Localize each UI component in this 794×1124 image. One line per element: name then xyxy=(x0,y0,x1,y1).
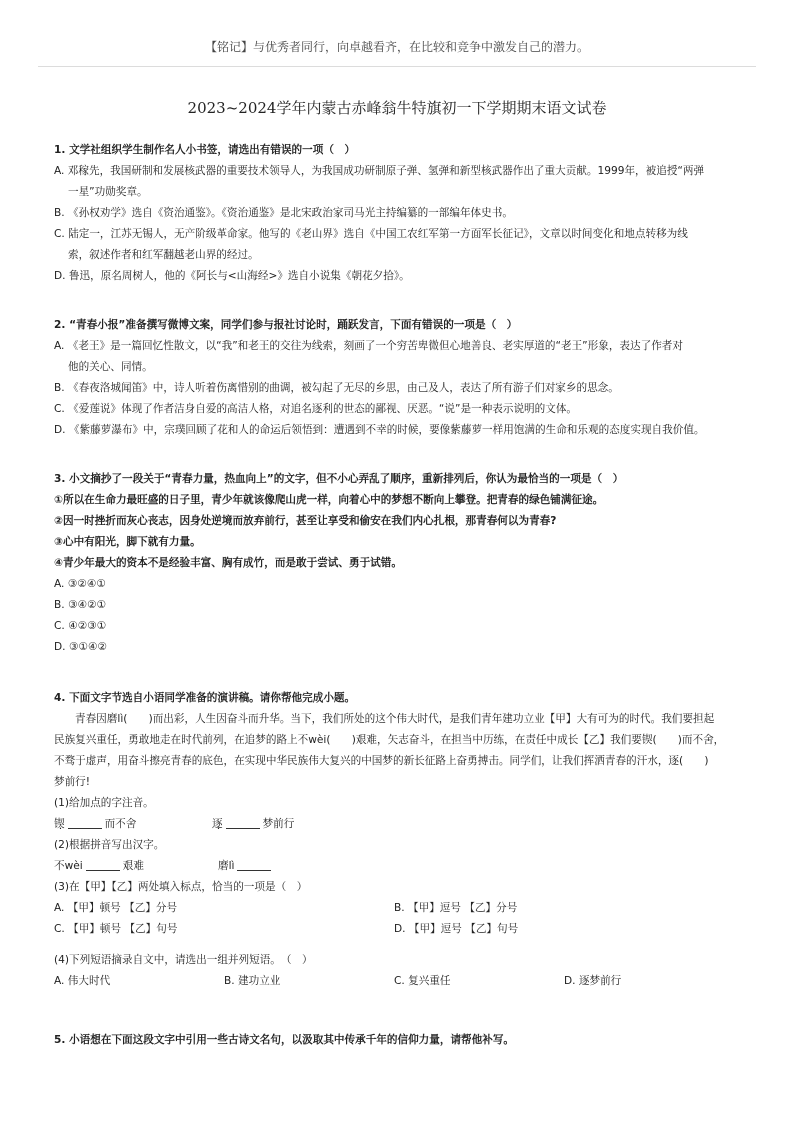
subquestion-3-options-row-2 xyxy=(54,919,744,940)
answer-blank[interactable] xyxy=(237,858,271,871)
option-d: D. ③①④② xyxy=(54,641,107,653)
question-stem: 2. “青春小报”准备撰写微博文案，同学们参与报社讨论时，踊跃发言，下面有错误的一项是（ ） xyxy=(54,319,518,331)
option-a: A. 伟大时代 xyxy=(54,975,111,987)
question-stem: 3. 小文摘抄了一段关于“青春力量，热血向上”的文字，但不小心弄乱了顺序，重新排列后，你认为最恰当的一项是（ ） xyxy=(54,473,624,485)
sentence-4: ④青少年最大的资本不是经验丰富、胸有成竹，而是敢于尝试、勇于试错。 xyxy=(54,557,402,569)
header-divider xyxy=(38,66,756,67)
option-a: A. 《老王》是一篇回忆性散文，以“我”和老王的交往为线索，刻画了一个穷苦卑微但心地善良、老实厚道的“老王”形象，表达了作者对 xyxy=(54,340,683,352)
question-4 xyxy=(54,688,744,992)
subquestion-3: (3)在【甲】【乙】两处填入标点，恰当的一项是（ ） xyxy=(54,881,308,893)
question-3 xyxy=(54,469,744,658)
option-b: B. 【甲】逗号 【乙】分号 xyxy=(394,902,518,914)
option-c: C. 陆定一，江苏无锡人，无产阶级革命家。他写的《老山界》选自《中国工农红军第一方面军长征记》，文章以时间变化和地点转移为线 xyxy=(54,228,688,240)
answer-blank[interactable] xyxy=(226,816,260,829)
subquestion-4-options xyxy=(54,971,744,992)
option-b: B. 《孙权劝学》选自《资治通鉴》。《资治通鉴》是北宋政治家司马光主持编纂的一部编年体史书。 xyxy=(54,207,513,219)
option-c: C. 【甲】顿号 【乙】句号 xyxy=(54,923,178,935)
sentence-2: ②因一时挫折而灰心丧志，因身处逆境而放弃前行，甚至让享受和偷安在我们内心扎根，那青春何以为青春? xyxy=(54,515,557,527)
subquestion-4: (4)下列短语摘录自文中，请选出一组并列短语。 （ ） xyxy=(54,954,313,966)
dotted-char: 逐 · xyxy=(212,814,223,835)
question-stem: 1. 文学社组织学生制作名人小书签，请选出有错误的一项（ ） xyxy=(54,144,356,156)
option-c: C. ④②③① xyxy=(54,620,107,632)
subquestion-3-options-row-1 xyxy=(54,898,744,919)
option-a: A. 【甲】顿号 【乙】分号 xyxy=(54,902,178,914)
sentence-1: ①所以在生命力最旺盛的日子里，青少年就该像爬山虎一样，向着心中的梦想不断向上攀登。把青春的绿色铺满征途。 xyxy=(54,494,604,506)
option-a: A. ③②④① xyxy=(54,578,106,590)
option-d: D. 《紫藤萝瀑布》中，宗璞回顾了花和人的命运后领悟到：遭遇到不幸的时候，要像紫藤萝一样用饱满的生命和乐观的态度实现自我价值。 xyxy=(54,424,705,436)
option-a: A. 邓稼先，我国研制和发展核武器的重要技术领导人，为我国成功研制原子弹、氢弹和新型核武器作出了重大贡献。1999年，被追授“两弹 xyxy=(54,165,705,177)
question-1 xyxy=(54,140,744,287)
option-b: B. 《春夜洛城闻笛》中，诗人听着伤离惜别的曲调，被勾起了无尽的乡思，由己及人，表达了所有游子们对家乡的思念。 xyxy=(54,382,619,394)
option-b: B. ③④②① xyxy=(54,599,106,611)
option-d: D. 逐梦前行 xyxy=(564,975,622,987)
answer-blank[interactable] xyxy=(68,816,102,829)
option-c: C. 《爱莲说》体现了作者洁身自爱的高洁人格，对追名逐利的世态的鄙视、厌恶。“说”是一种表示说明的文体。 xyxy=(54,403,578,415)
option-d: D. 【甲】逗号 【乙】句号 xyxy=(394,923,519,935)
option-d: D. 鲁迅，原名周树人，他的《阿长与<山海经>》选自小说集《朝花夕拾》。 xyxy=(54,270,410,282)
passage-line-4: 梦前行! xyxy=(54,776,91,788)
pinyin-prompt: 磨lì xyxy=(218,860,235,872)
question-2 xyxy=(54,315,744,441)
passage-line-2: 民族复兴重任，勇敢地走在时代前列，在追梦的路上不wèi( )艰难，矢志奋斗，在担当中历练，在责任中成长【乙】我们要锲( )而不舍， xyxy=(54,734,725,746)
word-rest: 艰难 xyxy=(122,860,144,872)
document-title: 2023~2024学年内蒙古赤峰翁牛特旗初一下学期期末语文试卷 xyxy=(187,99,607,117)
question-stem: 5. 小语想在下面这段文字中引用一些古诗文名句，以汲取其中传承千年的信仰力量，请帮他补写。 xyxy=(54,1034,515,1046)
option-a-cont: 他的关心、同情。 xyxy=(68,361,153,373)
pinyin-prompt: 不wèi xyxy=(54,860,83,872)
sentence-3: ③心中有阳光，脚下就有力量。 xyxy=(54,536,201,548)
passage-line-1: 青春因磨lì( )而出彩，人生因奋斗而升华。当下，我们所处的这个伟大时代，是我们青年建功立业【甲】大有可为的时代。我们要担起 xyxy=(75,713,715,725)
word-rest: 而不舍 xyxy=(104,818,137,830)
subquestion-1: (1)给加点的字注音。 xyxy=(54,797,154,809)
word-rest: 梦前行 xyxy=(262,818,295,830)
subquestion-1-blanks xyxy=(54,814,744,835)
header-motto: 【铭记】与优秀者同行，向卓越看齐，在比较和竞争中激发自己的潜力。 xyxy=(204,40,589,54)
option-c-cont: 索，叙述作者和红军翻越老山界的经过。 xyxy=(68,249,259,261)
question-stem: 4. 下面文字节选自小语同学准备的演讲稿。请你帮他完成小题。 xyxy=(54,692,356,704)
dotted-char: 锲 · xyxy=(54,814,65,835)
subquestion-2-blanks xyxy=(54,856,744,877)
passage-line-3: 不骛于虚声，用奋斗擦亮青春的底色，在实现中华民族伟大复兴的中国梦的新长征路上奋勇搏击。同学们，让我们挥洒青春的汗水，逐( ) xyxy=(54,755,709,767)
question-5 xyxy=(54,1030,744,1051)
option-c: C. 复兴重任 xyxy=(394,975,451,987)
answer-blank[interactable] xyxy=(86,858,120,871)
subquestion-2: (2)根据拼音写出汉字。 xyxy=(54,839,165,851)
option-a-cont: 一星”功勋奖章。 xyxy=(68,186,148,198)
option-b: B. 建功立业 xyxy=(224,975,281,987)
